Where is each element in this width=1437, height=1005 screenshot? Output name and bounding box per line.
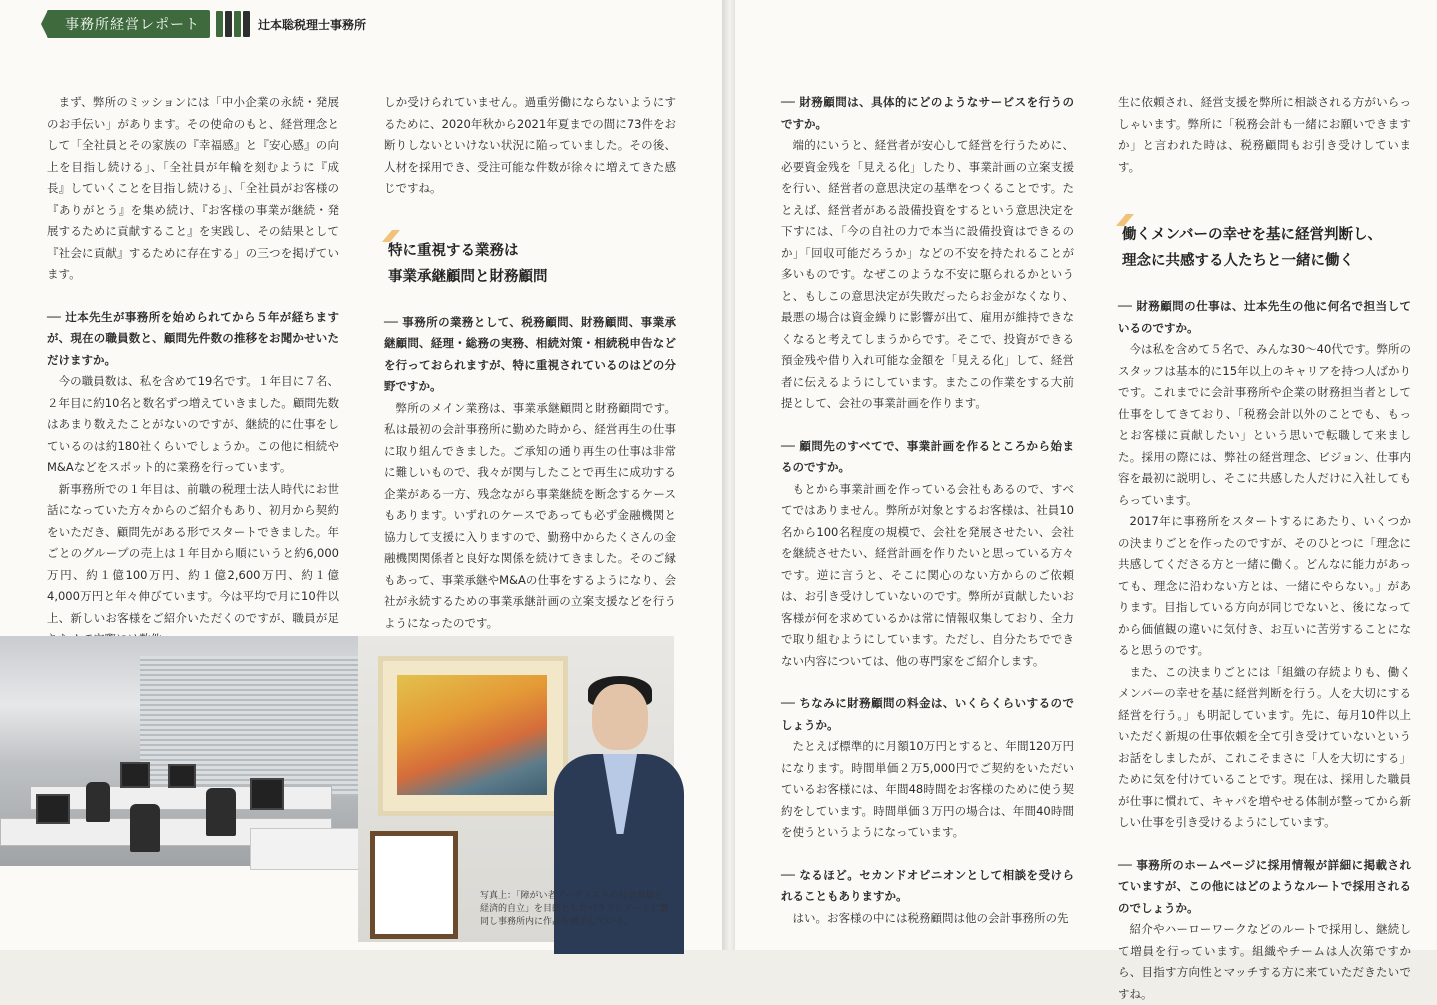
paragraph: 紹介やハーローワークなどのルートで採用し、継続して増員を行っています。組織やチームは人次第ですから、目指す方向性とマッチする方に来ていただきたいですね。 (1118, 922, 1411, 1001)
office-name: 辻本聡税理士事務所 (258, 17, 367, 32)
interview-question: ── 事務所のホームページに採用情報が詳細に掲載されていますが、この他にはどのようなルートで採用されるのでしょうか。 (1118, 857, 1411, 915)
paragraph: 2017年に事務所をスタートするにあたり、いくつかの決まりごとを作ったのですが、そのひとつに「理念に共感してくださる方と一緒に働く。どんなに能力があっても、理念に沿わない方とは、一緒にやらない。」があります。目指している方向が同じでないと、後になってから価値観の違いに気付き、お互いに苦労することになると思うのです。 (1118, 514, 1411, 657)
paragraph: 弊所のメイン業務は、事業承継顧問と財務顧問です。私は最初の会計事務所に勤めた時から、経営再生の仕事に取り組んできました。ご承知の通り再生の仕事は非常に難しいもので、我々が関与したことで再生に成功する企業がある一方、残念ながら事業継続を断念するケースもあります。いずれのケースであっても必ず金融機関と協力して支援に入りますので、勤務中からたくさんの金融機関関係者と良好な関係を続けてきました。そのご縁もあって、事業承継やM&Aの仕事をするようになり、会社が永続するための事業承継計画の立案支援などを行うようになったのです。 (384, 400, 676, 630)
column-3 (781, 92, 1074, 929)
portrait-photo (358, 636, 674, 942)
paragraph: まず、弊所のミッションには「中小企業の永続・発展のお手伝い」があります。その使命のもと、経営理念として「全社員とその家族の『幸福感』と『安心感』の向上を目指し続ける」、「全社員が年輪を刻むように『成長』していくことを目指し続ける」、「全社員がお客様の『ありがとう』を集め続け、『お客様の事業が継続・発展するために貢献すること』を実践し、その結果として『社会に貢献』するために存在する」の三つを掲げています。 (47, 95, 339, 281)
interview-question: ── 財務顧問は、具体的にどのようなサービスを行うのですか。 (781, 95, 1074, 131)
report-header (47, 10, 366, 38)
paragraph: また、この決まりごとには「組織の存続よりも、働くメンバーの幸せを基に経営判断を行う。人を大切にする経営を行う。」も明記しています。先に、毎月10件以上いただく新規の仕事依頼を全て引き受けていないというお話をしましたが、これこそまさに「人を大切にする」ために気を付けていることです。現在は、採用した職員が仕事に慣れて、キャパを増やせる体制が整ってから新しい仕事を引き受けるようにしています。 (1118, 664, 1411, 829)
person-portrait (592, 684, 648, 750)
section-heading: 働くメンバーの幸せを基に経営判断し、 理念に共感する人たちと一緒に働く (1122, 222, 1411, 274)
column-1 (47, 92, 339, 651)
paragraph: 新事務所での１年目は、前職の税理士法人時代にお世話になっていた方々からのご紹介もあり、初月から契約をいただき、顧問先がある形でスタートできました。年ごとのグループの売上は１年目から順にいうと約6,000万円、約１億100万円、約１億2,600万円、約１億4,000万円と年々伸びています。今は平均で月に10件以上、新しいお客様をご紹介いただくのですが、職員が足 (47, 481, 339, 625)
heading-mark-icon (1114, 212, 1136, 228)
paragraph: もとから事業計画を作っている会社もあるので、すべてではありません。弊所が対象とするお客様は、社員10名から100名程度の規模で、会社を発展させたい、会社を継続させたい、経営計画を作りたいと思っている方々です。逆に言うと、そこに関心のない方からのご依頼は、お引き受けしていないのです。弊所が貢献したいお客様が何を求めているかは常に情報収集しており、全力で取り組むようにしています。ただし、自分たちでできない内容については、他の専門家をご紹介します。 (781, 481, 1074, 668)
section-heading: 特に重視する業務は 事業承継顧問と財務顧問 (388, 238, 676, 290)
page-gutter (722, 0, 735, 950)
paragraph: たとえば標準的に月額10万円とすると、年間120万円になります。時間単価２万5,000円でご契約をいただいているお客様には、年間48時間をお客様のために使う契約をしています。時間単価３万円の場合は、年間40時間を使うというようになっています。 (781, 739, 1074, 839)
right-page (735, 0, 1437, 1001)
paragraph: 今の職員数は、私を含めて19名です。１年目に７名、２年目に約10名と数名ずつ増えていきました。顧問先数はあまり数えたことがないのですが、継続的に仕事をしているのは約180社くらいでしょうか。この他に相続やM&Aなどをスポット的に業務を行っています。 (47, 374, 339, 474)
interview-question: ── ちなみに財務顧問の料金は、いくらくらいするのでしょうか。 (781, 696, 1074, 732)
column-2 (384, 92, 676, 634)
binder-icon (216, 11, 250, 37)
painting-frame (378, 656, 568, 816)
photo-caption: 写真上：「障がい者アーティストの社会参加と経済的自立」を目的としたパラリンアートに賛同し事務所内に作品を展示している。 (480, 891, 669, 927)
paragraph: 生に依頼され、経営支援を弊所に相談される方がいらっしゃいます。弊所に「税務会計も一緒にお願いできますか」と言われた時は、税務顧問もお引き受けしています。 (1118, 95, 1411, 174)
interview-question: ── 事務所の業務として、税務顧問、財務顧問、事業承継顧問、経理・総務の実務、相続対策・相続税申告などを行っておられますが、特に重視されているのはどの分野ですか。 (384, 314, 676, 393)
interview-question: ── 辻本先生が事務所を始められてから５年が経ちますが、現在の職員数と、顧問先件数の推移をお聞かせいただけますか。 (47, 309, 339, 367)
paragraph: しか受けられていません。過重労働にならないようにするために、2020年秋から2021年夏までの間に73件をお断りしないといけない状況に陥っていました。その後、人材を採用でき、受注可能な件数が徐々に増えてきた感じですね。 (384, 95, 676, 195)
interview-question: ── 財務顧問の仕事は、辻本先生の他に何名で担当しているのですか。 (1118, 299, 1411, 335)
office-photo (0, 636, 358, 866)
paragraph: はい。お客様の中には税務顧問は他の会計事務所の先 (792, 910, 1069, 925)
interview-question: ── 顧問先のすべてで、事業計画を作るところから始まるのですか。 (781, 438, 1074, 474)
report-badge: 事務所経営レポート (47, 10, 210, 38)
column-4 (1118, 92, 1411, 1005)
heading-mark-icon (380, 228, 402, 244)
left-page (0, 0, 722, 950)
interview-question: ── なるほど。セカンドオピニオンとして相談を受けられることもありますか。 (781, 867, 1074, 903)
paragraph: 端的にいうと、経営者が安心して経営を行うために、必要資金残を「見える化」したり、事業計画の立案支援を行い、経営者の意思決定の基準をつくることです。たとえば、経営者がある設備投資をするという意思決定を下すには、「今の自社の力で本当に設備投資はできるのか」「回収可能だろうか」などの不安を持たれることが多いものです。なぜこのような不安に駆られるかというと、もしこの意思決定が失敗だったらお金がなくなり、最悪の場合は資金繰りに影響が出て、雇用が維持できなくなると考えてしまうからです。そこで、投資ができる預金残や借り入れ可能な金額を「見える化」して、経営者に伝えるようにしています。またこの作業をする大前提として、会社の事業計画を作ります。 (781, 138, 1074, 410)
certificate (370, 831, 458, 939)
paragraph: 今は私を含めて５名で、みんな30～40代です。弊所のスタッフは基本的に15年以上のキャリアを持つ人ばかりです。これまでに会計事務所や企業の財務担当者として仕事をしてきており、「税務会計以外のことでも、もっとお客様に貢献したい」という思いで転職して来ました。採用の際には、弊社の経営理念、ビジョン、仕事内容を最初に説明し、そこに共感した人だけに入社してもらっています。 (1118, 342, 1411, 507)
